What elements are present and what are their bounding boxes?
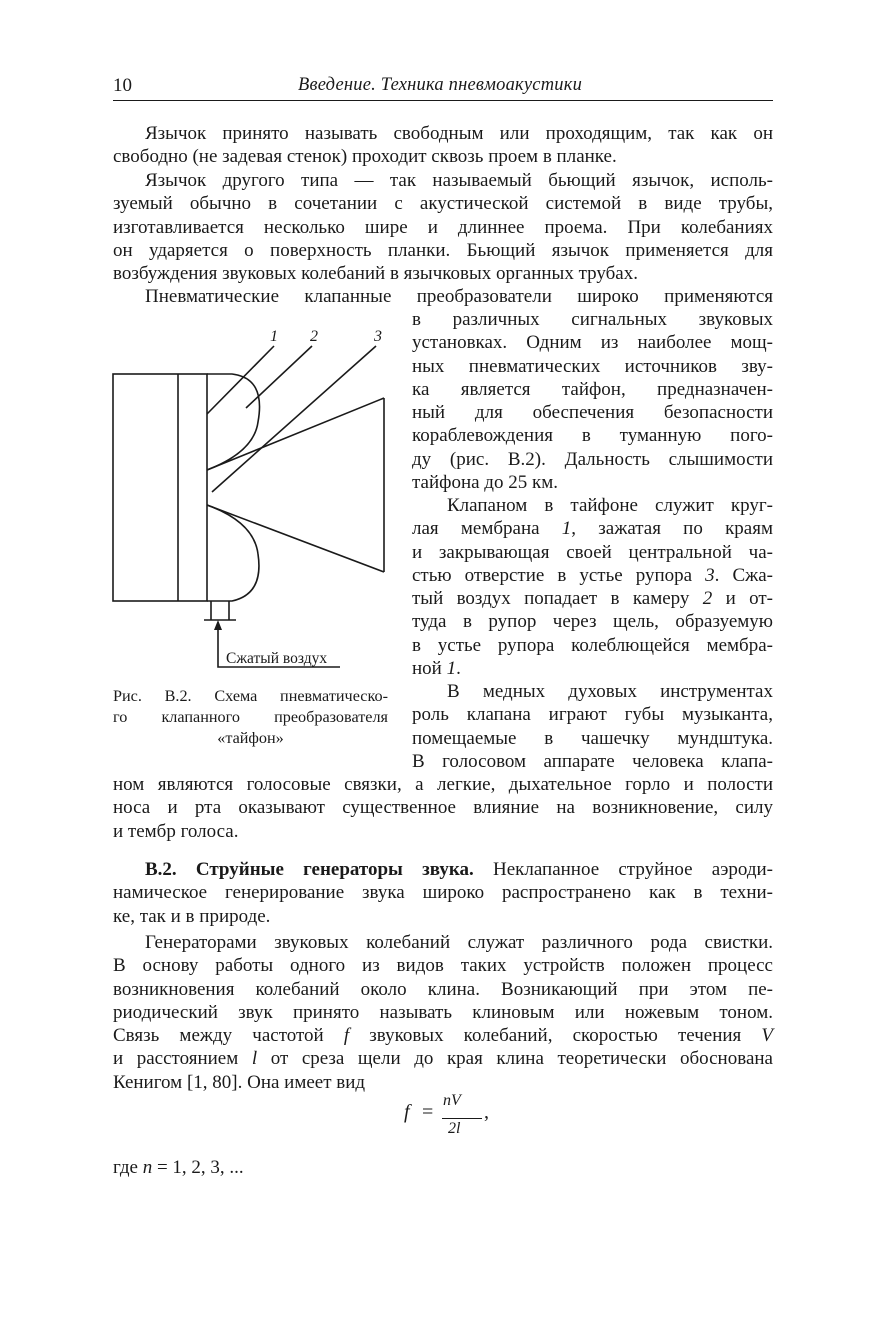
text-line: ном являются голосовые связки, а легкие, дыхательное горло и полости (113, 774, 773, 795)
housing-block (113, 374, 207, 601)
air-arrow-head (214, 620, 222, 630)
text-line: Генераторами звуковых колебаний служат различного рода свистки. (145, 932, 773, 953)
horn-lower-edge (207, 505, 384, 572)
paragraph-4-column (412, 494, 773, 680)
leader-line-3 (212, 346, 376, 492)
formula-lhs: f (404, 1101, 410, 1123)
text-line: носа и рта оказывают существенное влияние на возникновение, силу (113, 797, 773, 819)
text-line: Кенигом [1, 80]. Она имеет вид (113, 1071, 366, 1093)
text-line: изготавливается несколько шире и длиннее проема. При колебаниях (113, 216, 773, 238)
text-line: и расстоянием l от среза щели до края клина теоретически обоснована (113, 1048, 773, 1070)
section-heading: В.2. Струйные генераторы звука. (145, 859, 474, 880)
text-line: В голосовом аппарате человека клапа- (412, 750, 773, 772)
paragraph-5-column (412, 680, 773, 773)
label-1: 1 (270, 328, 278, 345)
text-line: где n = 1, 2, 3, ... (113, 1157, 244, 1178)
text-line: установках. Одним из наиболее мощ- (412, 332, 773, 354)
label-2: 2 (310, 328, 318, 345)
paragraph-1 (113, 122, 773, 169)
paragraph-3-first-line (113, 285, 773, 308)
running-title: Введение. Техника пневмоакустики (298, 75, 583, 95)
text-line: ду (рис. В.2). Дальность слышимости (412, 448, 773, 470)
caption-line: «тайфон» (217, 729, 284, 747)
text-line: Клапаном в тайфоне служит круг- (447, 495, 773, 516)
paragraph-2 (113, 169, 773, 285)
text-line: В медных духовых инструментах (447, 681, 773, 702)
text-line: возбуждения звуковых колебаний в язычковых органных трубах. (113, 263, 638, 285)
text-line: свободно (не задевая стенок) проходит сквозь проем в планке. (113, 146, 617, 168)
page-number: 10 (113, 75, 132, 96)
label-3: 3 (374, 328, 382, 345)
paragraph-5-continuation (113, 773, 773, 843)
text-line: намическое генерирование звука широко распространено как в техни- (113, 882, 773, 904)
typhon-diagram (108, 322, 408, 677)
caption-line: го клапанного преобразователя (113, 708, 388, 726)
text-line: Связь между частотой f звуковых колебаний, скоростью течения V (113, 1025, 774, 1047)
text-line: стью отверстие в устье рупора 3. Сжа- (412, 564, 774, 586)
text-line: и закрывающая своей центральной ча- (412, 541, 773, 563)
paragraph-3-column (412, 308, 773, 494)
paragraph-7 (113, 931, 773, 1094)
where-line (113, 1156, 773, 1179)
text-line: риодический звук принято называть клиновым или ножевым тоном. (113, 1001, 773, 1023)
text-line: тый воздух попадает в камеру 2 и от- (412, 588, 773, 610)
text-line: ной 1. (412, 658, 461, 680)
header-rule (113, 100, 773, 101)
text-line: ка является тайфон, предназначен- (412, 378, 773, 400)
formula-fraction-bar (442, 1118, 482, 1119)
text-line: ный для обеспечения безопасности (412, 402, 773, 424)
section-b2 (113, 858, 773, 928)
text-line: в устье рупора колеблющейся мембра- (412, 634, 773, 656)
text-line: В.2. Струйные генераторы звука. Неклапанное струйное аэроди- (145, 859, 774, 880)
text-line: в различных сигнальных звуковых (412, 309, 773, 330)
air-label: Сжатый воздух (226, 650, 328, 667)
text-line: помещаемые в чашечку мундштука. (412, 727, 773, 749)
text-line: туда в рупор через щель, образуемую (412, 611, 773, 633)
chamber-lower (207, 505, 259, 601)
typhon-diagram-svg (108, 322, 408, 677)
formula-comma: , (484, 1101, 489, 1123)
text-line: ных пневматических источников зву- (412, 355, 773, 377)
formula-equals: = (422, 1101, 434, 1123)
text-line: и тембр голоса. (113, 820, 239, 842)
text-line: Пневматические клапанные преобразователи широко применяются (145, 286, 773, 307)
text-line: роль клапана играют губы музыканта, (412, 704, 773, 726)
leader-line-2 (246, 346, 312, 408)
text-line: ке, так и в природе. (113, 905, 271, 927)
text-line: возникновения колебаний около клина. Возникающий при этом пе- (113, 978, 773, 1000)
formula-numerator: nV (443, 1092, 461, 1109)
caption-line: Рис. В.2. Схема пневматическо- (113, 687, 388, 705)
formula-denominator: 2l (448, 1120, 461, 1137)
figure-caption (113, 686, 388, 749)
text-line: зуемый обычно в сочетании с акустической системой в виде трубы, (113, 193, 773, 215)
text-line: В основу работы одного из видов таких устройств положен процесс (113, 955, 773, 977)
horn-upper-edge (207, 398, 384, 470)
text-line: кораблевождения в туманную пого- (412, 425, 773, 447)
text-line: лая мембрана 1, зажатая по краям (412, 518, 773, 540)
text-line: Язычок принято называть свободным или проходящим, так как он (145, 123, 773, 144)
text-line: он ударяется о поверхность планки. Бьющий язычок применяется для (113, 239, 773, 261)
leader-line-1 (207, 346, 274, 414)
text-line: тайфона до 25 км. (412, 472, 558, 494)
text-line: Язычок другого типа — так называемый бьющий язычок, исполь- (145, 170, 773, 191)
